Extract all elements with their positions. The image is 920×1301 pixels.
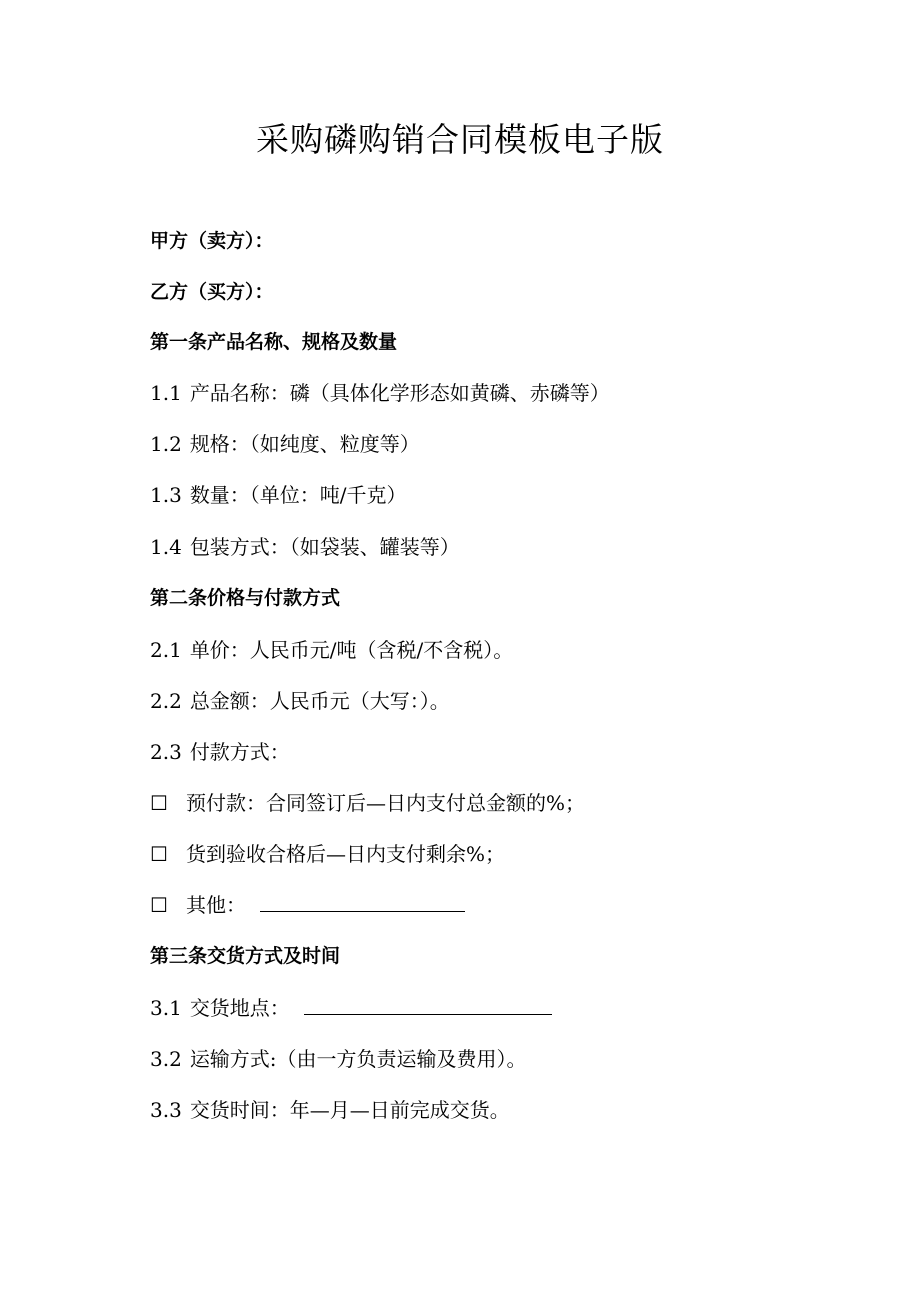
clause-text: 付款方式： bbox=[189, 740, 290, 764]
party-a-label: 甲方（卖方）： bbox=[150, 230, 274, 252]
clause-number: 2.2 bbox=[150, 689, 182, 713]
clause-2-1 bbox=[150, 635, 513, 665]
checkbox-icon[interactable]: ☐ bbox=[150, 842, 168, 866]
delivery-location-blank-line[interactable] bbox=[304, 994, 552, 1015]
clause-number: 3.3 bbox=[150, 1098, 182, 1122]
payment-option-balance bbox=[150, 839, 505, 869]
clause-text: 总金额：人民币元（大写：）。 bbox=[189, 689, 450, 713]
clause-1-3 bbox=[150, 480, 407, 510]
clause-3-1 bbox=[150, 993, 552, 1023]
document-title: 采购磷购销合同模板电子版 bbox=[256, 120, 664, 159]
clause-1-1 bbox=[150, 378, 610, 408]
clause-number: 1.3 bbox=[150, 483, 182, 507]
party-b-label: 乙方（买方）： bbox=[150, 281, 274, 303]
payment-option-prepay bbox=[150, 788, 585, 818]
clause-text: 数量：（单位：吨/千克） bbox=[189, 483, 407, 507]
clause-number: 2.3 bbox=[150, 740, 182, 764]
clause-3-3 bbox=[150, 1095, 510, 1125]
article3-heading: 第三条交货方式及时间 bbox=[150, 945, 341, 967]
clause-text: 包装方式：（如袋装、罐装等） bbox=[189, 535, 460, 559]
clause-1-4 bbox=[150, 532, 460, 562]
clause-number: 1.1 bbox=[150, 381, 182, 405]
clause-number: 3.1 bbox=[150, 996, 182, 1020]
clause-number: 1.2 bbox=[150, 432, 182, 456]
article1-heading: 第一条产品名称、规格及数量 bbox=[150, 331, 398, 353]
checkbox-icon[interactable]: ☐ bbox=[150, 893, 168, 917]
clause-number: 3.2 bbox=[150, 1047, 182, 1071]
article2-heading: 第二条价格与付款方式 bbox=[150, 587, 341, 609]
clause-2-3 bbox=[150, 737, 290, 767]
clause-text: 交货地点： bbox=[189, 996, 290, 1020]
option-text: 其他： bbox=[186, 893, 246, 917]
option-text: 预付款：合同签订后—日内支付总金额的%； bbox=[186, 791, 586, 815]
clause-text: 运输方式:（由一方负责运输及费用）。 bbox=[189, 1047, 527, 1071]
clause-text: 单价：人民币元/吨（含税/不含税）。 bbox=[189, 638, 514, 662]
clause-number: 2.1 bbox=[150, 638, 182, 662]
clause-2-2 bbox=[150, 686, 450, 716]
clause-text: 规格：（如纯度、粒度等） bbox=[189, 432, 420, 456]
clause-number: 1.4 bbox=[150, 535, 182, 559]
payment-option-other bbox=[150, 890, 465, 920]
clause-text: 交货时间：年—月—日前完成交货。 bbox=[189, 1098, 510, 1122]
clause-1-2 bbox=[150, 429, 420, 459]
other-blank-line[interactable] bbox=[260, 891, 465, 912]
clause-3-2 bbox=[150, 1044, 527, 1074]
clause-text: 产品名称：磷（具体化学形态如黄磷、赤磷等） bbox=[189, 381, 610, 405]
checkbox-icon[interactable]: ☐ bbox=[150, 791, 168, 815]
option-text: 货到验收合格后—日内支付剩余%； bbox=[186, 842, 506, 866]
